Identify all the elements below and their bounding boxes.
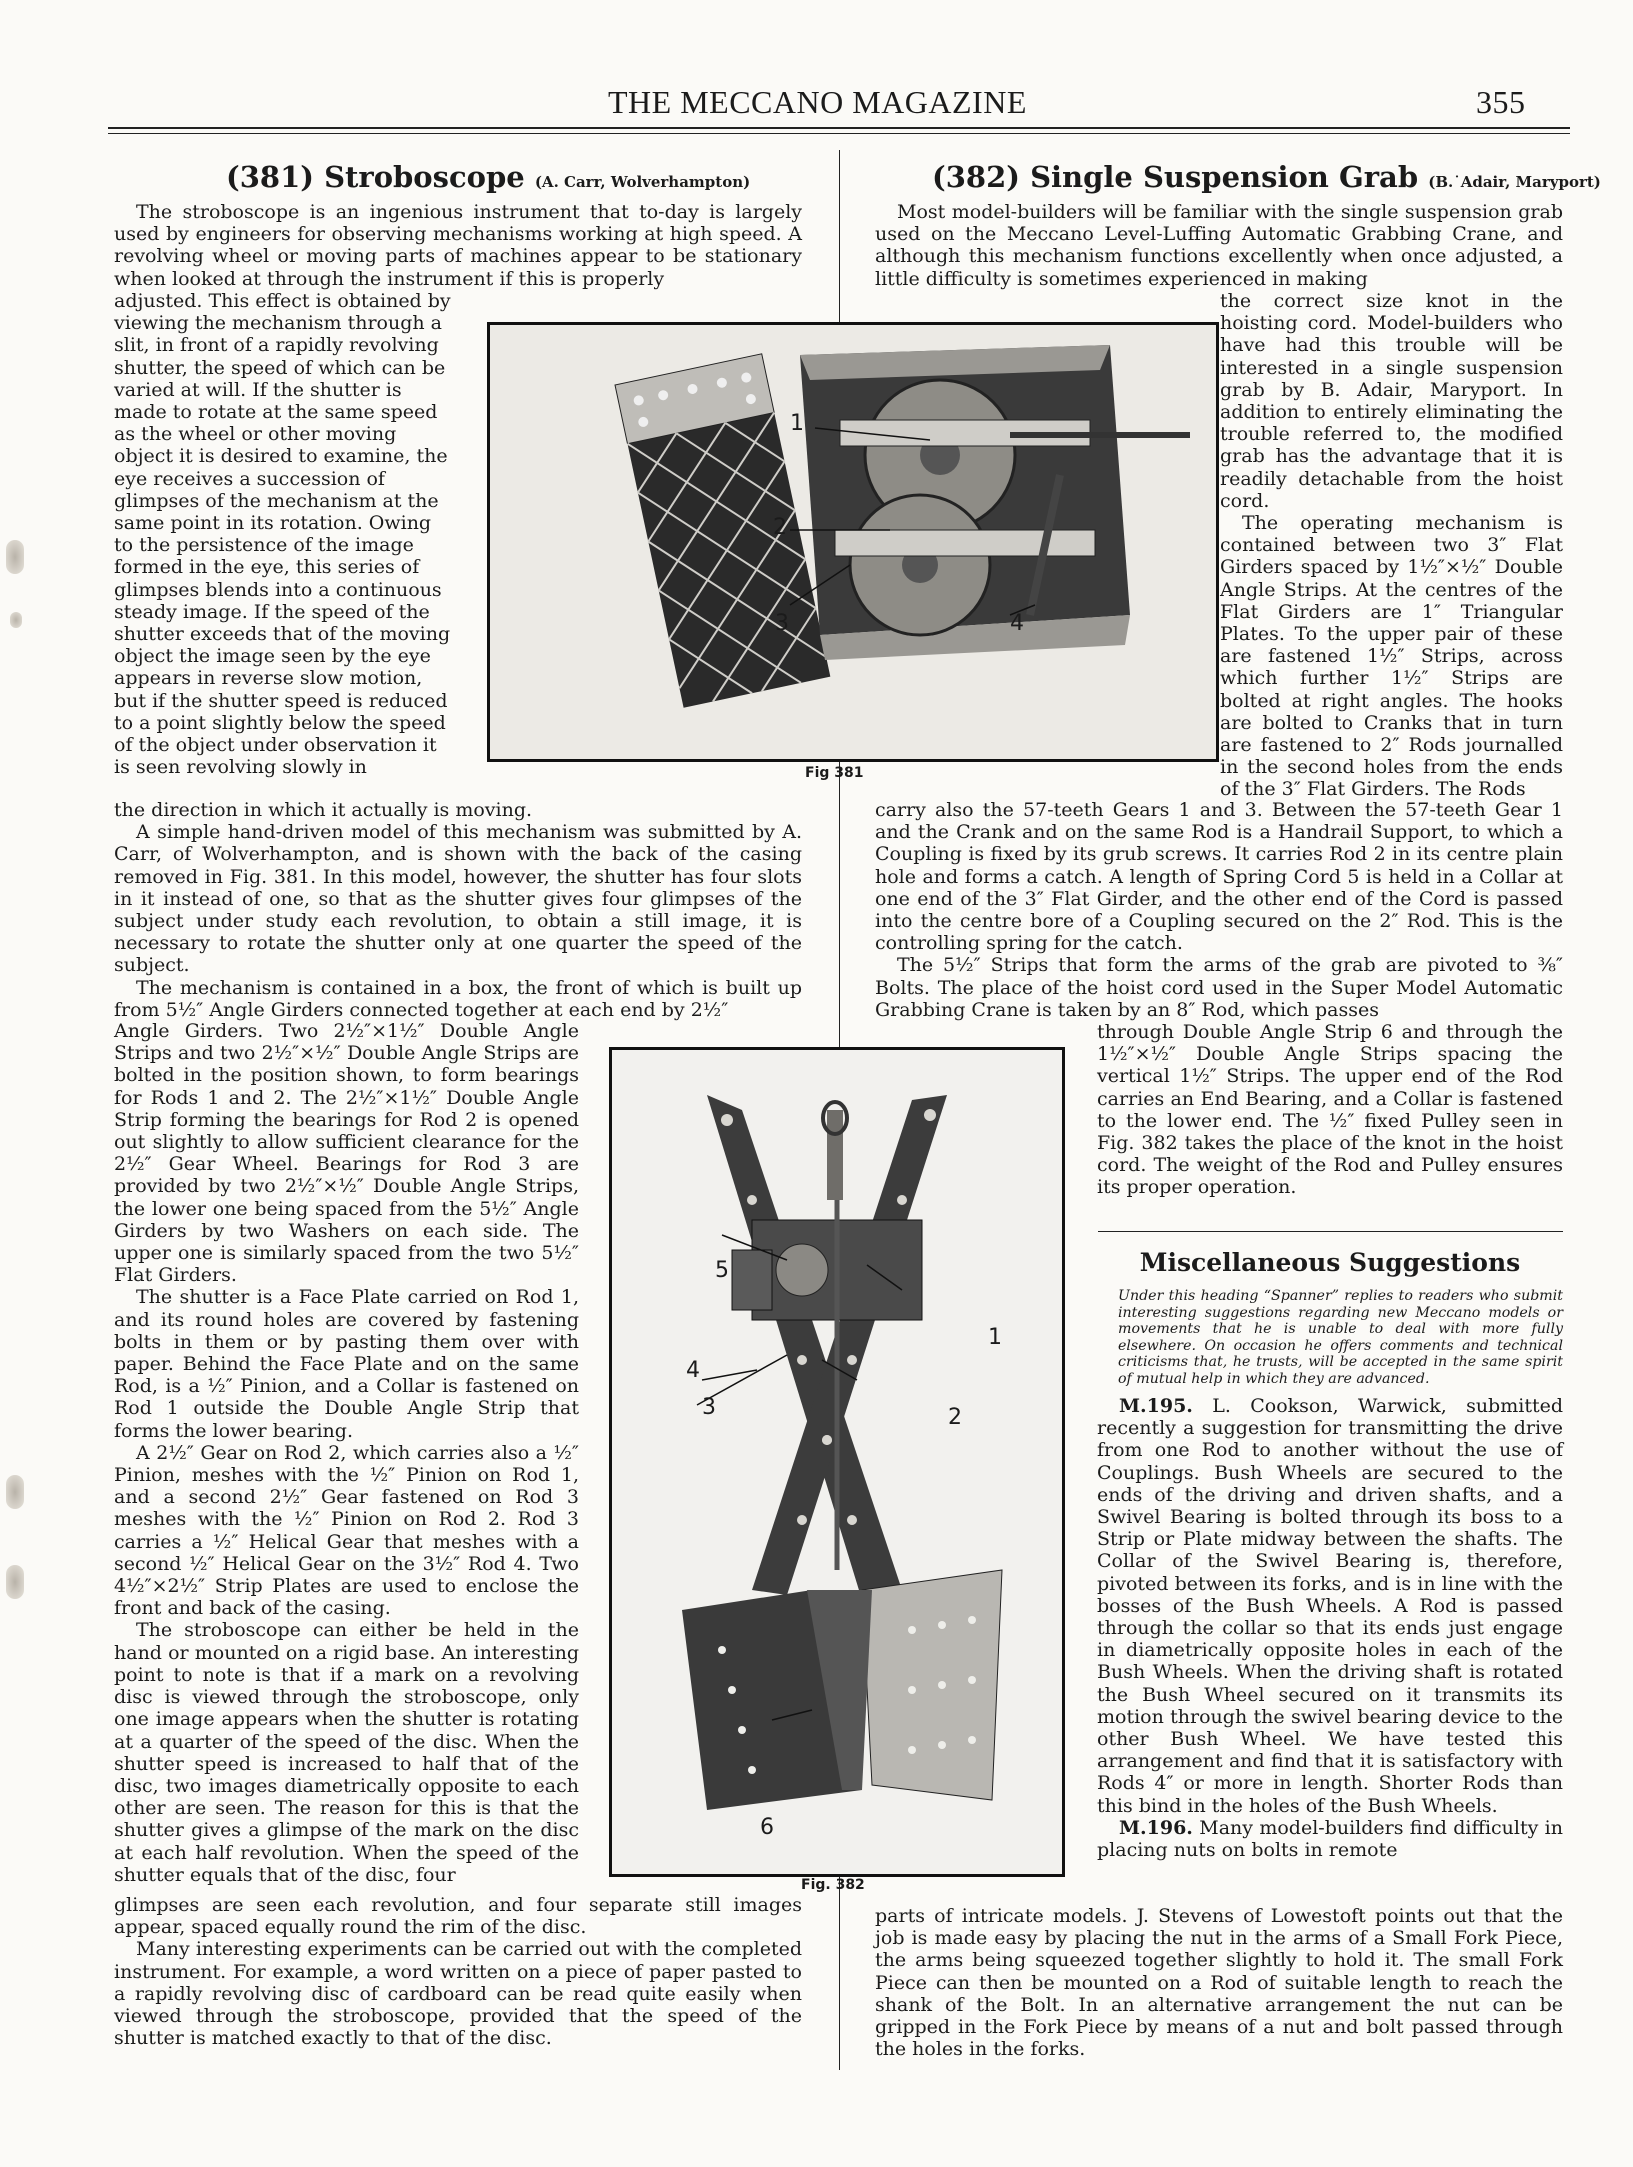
paragraph: through Double Angle Strip 6 and through the 1½″×½″ Double Angle Strips spacing the vertical 1½″ Strips. The upper end of the Rod carries an End Bearing, and a Collar is fastened to the lower end. The ½″ fixed Pulley seen in Fig. 382 takes the place of the knot in the hoist cord. The weight of the Rod and Pulley ensures its proper operation.	[1097, 1021, 1563, 1199]
article-381-title	[226, 160, 750, 194]
article-381-narrow-column	[114, 1020, 579, 1886]
figure-382-label-3: 3	[702, 1395, 716, 1420]
paragraph: Angle Girders. Two 2½″×1½″ Double Angle Strips and two 2½″×½″ Double Angle Strips are bolted in the position shown, to form bearings for Rods 1 and 2. The 2½″×1½″ Double Angle Strip forming the bearings for Rod 2 is opened out slightly to allow sufficient clearance for the 2½″ Gear Wheel. Bearings for Rod 3 are provided by two 2½″×½″ Double Angle Strips, the lower one being spaced from the 5½″ Angle Girders by two Washers on each side. The upper one is similarly spaced from the two 5½″ Flat Girders.	[114, 1020, 579, 1287]
misc-m196-full	[875, 1905, 1563, 2060]
binding-hole	[6, 540, 24, 574]
binding-hole	[10, 612, 22, 628]
paragraph: adjusted. This effect is obtained by viewing the mechanism through a slit, in front of a rapidly revolving shutter, the speed of which can be varied at will. If the shutter is made to rotate at the same speed as the wheel or other moving object it is desired to examine, the eye receives a succession of glimpses of the mechanism at the same point in its rotation. Owing to the persistence of the image formed in the eye, this series of glimpses blends into a continuous steady image. If the speed of the shutter exceeds that of the moving object the image seen by the eye appears in reverse slow motion, but if the shutter speed is reduced to a point slightly below the speed of the object under observation it is seen revolving slowly in	[114, 290, 451, 779]
figure-381-label-3: 3	[775, 611, 789, 636]
article-382-intro	[875, 201, 1563, 290]
stroboscope-illustration	[490, 325, 1216, 759]
section-rule	[1098, 1231, 1563, 1232]
paragraph: glimpses are seen each revolution, and four separate still images appear, spaced equally round the rim of the disc.	[114, 1894, 802, 1939]
article-382-narrow-column	[1097, 1021, 1563, 1199]
paragraph: A simple hand-driven model of this mechanism was submitted by A. Carr, of Wolverhampton, and is shown with the back of the casing removed in Fig. 381. In this model, however, the shutter has four slots in it instead of one, so that as the shutter gives four glimpses of the subject under study each revolution, to obtain a still image, it is necessary to rotate the shutter only at one quarter the speed of the subject.	[114, 821, 802, 977]
article-382-wrap-column	[1220, 290, 1563, 801]
paragraph: carry also the 57-teeth Gears 1 and 3. Between the 57-teeth Gear 1 and the Crank and on the same Rod is a Handrail Support, to which a Coupling is fixed by its grub screws. It carries Rod 2 in its centre plain hole and forms a catch. A length of Spring Cord 5 is held in a Collar at one end of the 3″ Flat Girder, and the other end of the Cord is passed into the centre bore of a Coupling secured on the 2″ Rod. This is the controlling spring for the catch.	[875, 799, 1563, 955]
figure-382-label-5: 5	[715, 1258, 729, 1283]
paragraph: The operating mechanism is contained between two 3″ Flat Girders spaced by 1½″×½″ Double Angle Strips. At the centres of the Flat Girders are 1″ Triangular Plates. To the upper pair of these are fastened 1½″ Strips, across which further 1½″ Strips are bolted at right angles. The hooks are bolted to Cranks that in turn are fastened to 2″ Rods journalled in the second holes from the ends of the 3″ Flat Girders. The Rods	[1220, 512, 1563, 801]
misc-suggestions-intro: Under this heading “Spanner” replies to readers who submit interesting suggestions regarding new Meccano models or movements that he is unable to deal with more fully elsewhere. On occasion he offers comments and technical criticisms that, he trusts, will be accepted in the same spirit of mutual help in which they are advanced.	[1118, 1288, 1563, 1387]
paragraph: A 2½″ Gear on Rod 2, which carries also a ½″ Pinion, meshes with the ½″ Pinion on Rod 1, and a second 2½″ Gear fastened on Rod 3 meshes with the ½″ Pinion on Rod 2. Rod 3 carries a ½″ Helical Gear that meshes with a second ½″ Helical Gear on the 3½″ Rod 4. Two 4½″×2½″ Strip Plates are used to enclose the front and back of the casing.	[114, 1441, 579, 1620]
paragraph: The shutter is a Face Plate carried on Rod 1, and its round holes are covered by fastening bolts in them or by pasting them over with paper. Behind the Face Plate and on the same Rod, is a ½″ Pinion, and a Collar is fastened on Rod 1 outside the Double Angle Strip that forms the lower bearing.	[114, 1286, 579, 1442]
figure-382-label-2: 2	[948, 1405, 962, 1430]
article-381-title-text: (381) Stroboscope	[226, 160, 525, 194]
binding-hole	[6, 1565, 24, 1599]
figure-382-photo	[609, 1047, 1065, 1877]
figure-381-label-2: 2	[773, 515, 787, 540]
grab-illustration	[612, 1050, 1062, 1874]
paragraph: Many interesting experiments can be carried out with the completed instrument. For example, a word written on a piece of paper pasted to a rapidly revolving disc of cardboard can be read quite easily when viewed through the stroboscope, provided that the speed of the shutter is matched exactly to that of the disc.	[114, 1938, 802, 2050]
article-381-wrap-column	[114, 290, 456, 778]
paragraph: The 5½″ Strips that form the arms of the grab are pivoted to ⅜″ Bolts. The place of the hoist cord used in the Super Model Automatic Grabbing Crane is taken by an 8″ Rod, which passes	[875, 954, 1563, 1021]
figure-381-caption: Fig 381	[805, 765, 864, 781]
misc-suggestions-title: Miscellaneous Suggestions	[1139, 1248, 1521, 1277]
article-382-title	[932, 160, 1601, 194]
article-381-bottom	[114, 1894, 802, 2049]
header-rule	[108, 127, 1570, 129]
figure-381-photo	[487, 322, 1219, 762]
header-rule	[108, 133, 1570, 134]
figure-381-label-1: 1	[790, 411, 804, 436]
binding-hole	[6, 1475, 24, 1509]
article-382-full-column	[875, 799, 1563, 1021]
article-382-byline: (B.˙Adair, Maryport)	[1428, 173, 1601, 191]
paragraph: The stroboscope is an ingenious instrument that to-day is largely used by engineers for observing mechanisms working at high speed. A revolving wheel or moving parts of machines appear to be stationary when looked at through the instrument if this is properly	[114, 201, 802, 290]
magazine-title: THE MECCANO MAGAZINE	[608, 84, 1027, 120]
article-381-byline: (A. Carr, Wolverhampton)	[534, 173, 751, 191]
paragraph: the correct size knot in the hoisting cord. Model-builders who have had this trouble will be interested in a single suspension grab by B. Adair, Maryport. In addition to entirely eliminating the trouble referred to, the modified grab has the advantage that it is readily detachable from the hoist cord.	[1220, 290, 1563, 512]
paragraph: Most model-builders will be familiar with the single suspension grab used on the Meccano Level-Luffing Automatic Grabbing Crane, and although this mechanism functions excellently when once adjusted, a little difficulty is sometimes experienced in making	[875, 201, 1563, 290]
figure-382-label-6: 6	[760, 1815, 774, 1840]
paragraph: The mechanism is contained in a box, the front of which is built up from 5½″ Angle Girders connected together at each end by 2½″	[114, 976, 802, 1021]
figure-382-caption: Fig. 382	[801, 1877, 865, 1893]
paragraph: the direction in which it actually is moving.	[114, 799, 533, 821]
figure-381-label-4: 4	[1010, 611, 1024, 636]
suggestion-ref: M.195.	[1119, 1395, 1193, 1417]
figure-382-label-1: 1	[988, 1325, 1002, 1350]
page-number: 355	[1476, 84, 1526, 120]
article-381-middle	[114, 799, 802, 1021]
article-382-title-text: (382) Single Suspension Grab	[932, 160, 1419, 194]
suggestion-text: L. Cookson, Warwick, submitted recently a suggestion for transmitting the drive from one Rod to another without the use of Couplings. Bush Wheels are secured to the ends of the driving and driven shafts, and a Swivel Bearing is bolted through its boss to a Strip or Plate midway between the shafts. The Collar of the Swivel Bearing is, therefore, pivoted between its forks, and is in line with the bosses of the Bush Wheels. A Rod is passed through the collar so that its ends just engage in diametrically opposite holes in each of the Bush Wheels. When the driving shaft is rotated the Bush Wheel secured on it transmits its motion through the swivel bearing device to the other Bush Wheel. We have tested this arrangement and find that it is satisfactory with Rods 4″ or more in length. Shorter Rods than this bind in the holes of the Bush Wheels.	[1097, 1395, 1563, 1817]
figure-382-label-4: 4	[686, 1358, 700, 1383]
suggestion-ref: M.196.	[1119, 1816, 1193, 1839]
paragraph: parts of intricate models. J. Stevens of Lowestoft points out that the job is made easy by placing the nut in the arms of a Small Fork Piece, the arms being squeezed together slightly to hold it. The small Fork Piece can then be mounted on a Rod of suitable length to reach the shank of the Bolt. In an alternative arrangement the nut can be gripped in the Fork Piece by means of a nut and bolt passed through the holes in the forks.	[875, 1905, 1563, 2061]
article-381-intro	[114, 201, 802, 290]
paragraph: The stroboscope can either be held in the hand or mounted on a rigid base. An interesting point to note is that if a mark on a revolving disc is viewed through the stroboscope, only one image appears when the shutter is rotating at a quarter of the speed of the disc. When the shutter speed is increased to half that of the disc, two images diametrically opposite to each other are seen. The reason for this is that the shutter gives a glimpse of the mark on the disc at each half revolution. When the speed of the shutter equals that of the disc, four	[114, 1619, 579, 1886]
suggestion-text: Many model-builders find difficulty in placing nuts on bolts in remote	[1097, 1816, 1563, 1862]
misc-m195	[1097, 1395, 1563, 1861]
